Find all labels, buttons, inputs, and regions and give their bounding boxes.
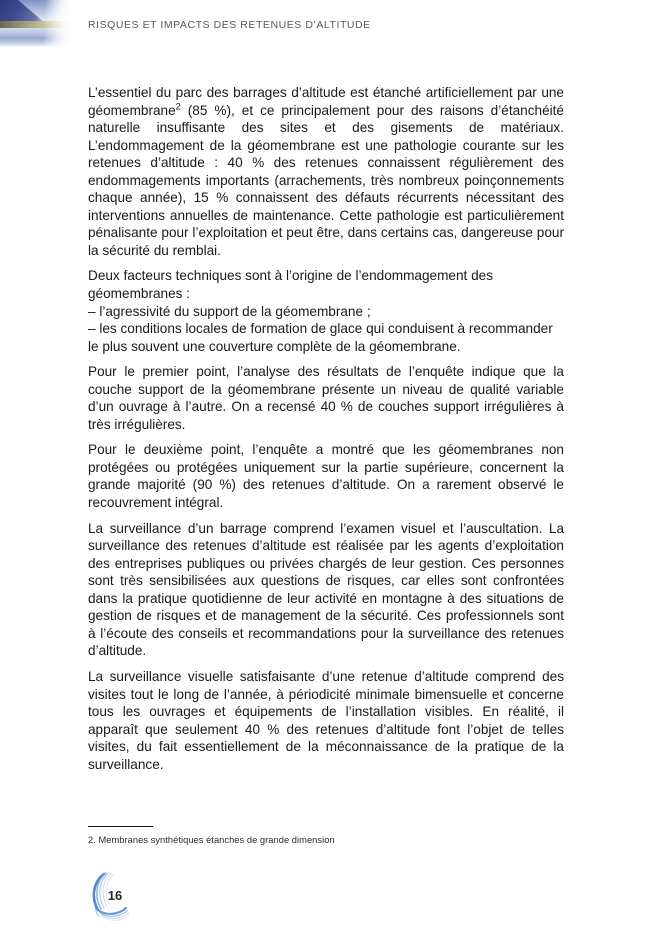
paragraph: L’essentiel du parc des barrages d’altitude est étanché artificiellement par une géomembrane$^2$ (85 %), et ce principalement pour des raisons d’étanchéité naturelle insuffisante des sites et des gisements de matériaux. L’endommagement de la géomembrane est une pathologie courante sur les retenues d’altitude : 40 % des retenues connaissent régulièrement des endommagements importants (arrachements, très nombreux poinçonnements chaque année), 15 % connaissent des défauts récurrents nécessitant des interventions annuelles de maintenance. Cette pathologie est particulièrement pénalisante pour l’exploitation et peut être, dans certains cas, dangereuse pour la sécurité du remblai. [88,85,564,258]
paragraph: Pour le premier point, l’analyse des résultats de l’enquête indique que la couche support de la géomembrane présente un niveau de qualité variable d’un ouvrage à l’autre. On a recensé 40 % de couches support irrégulières à très irrégulières. [88,364,564,432]
photo-fade-bottom [0,38,78,48]
body-text-column [88,84,564,773]
paragraph: La surveillance visuelle satisfaisante d’une retenue d’altitude comprend des visites tout le long de l’année, à périodicité minimale bimensuelle et concerne tous les ouvrages et équipements de l’installation visibles. En réalité, il apparaît que seulement 40 % des retenues d’altitude font l’objet de telles visites, du fait essentiellement de la méconnaissance de la pratique de la surveillance. [88,668,564,772]
footnote-block [88,826,564,846]
page-header [0,0,650,52]
page-folio [84,868,140,924]
page-number: 16 [107,887,123,903]
running-head-title: RISQUES ET IMPACTS DES RETENUES D’ALTITUDE [88,19,371,31]
footnote-separator-rule [88,826,153,827]
paragraph: La surveillance d’un barrage comprend l’examen visuel et l’auscultation. La surveillance des retenues d’altitude est réalisée par les agents d’exploitation des entreprises publiques ou privées chargés de leur gestion. Ces personnes sont très sensibilisées aux questions de risques, car elles sont confrontées dans la pratique quotidienne de leur activité en montagne à des situations de gestion de risques et de management de la sécurité. Ces professionnels sont à l’écoute des conseils et recommandations pour la surveillance des retenues d’altitude. [88,520,564,659]
paragraph-with-list: Deux facteurs techniques sont à l’origine de l’endommagement des géomembranes : – l’agressivité du support de la géomembrane ; – les conditions locales de formation de glace qui conduisent à recommander le plus souvent une couverture complète de la géomembrane. [88,268,553,354]
header-photo-mountain-lake [0,0,78,48]
paragraph: Pour le deuxième point, l’enquête a montré que les géomembranes non protégées ou protégées uniquement sur la partie supérieure, concernent la grande majorité (90 %) des retenues d’altitude. On a rarement observé le recouvrement intégral. [88,442,564,511]
footnote-text: 2. Membranes synthétiques étanches de grande dimension [88,835,335,845]
